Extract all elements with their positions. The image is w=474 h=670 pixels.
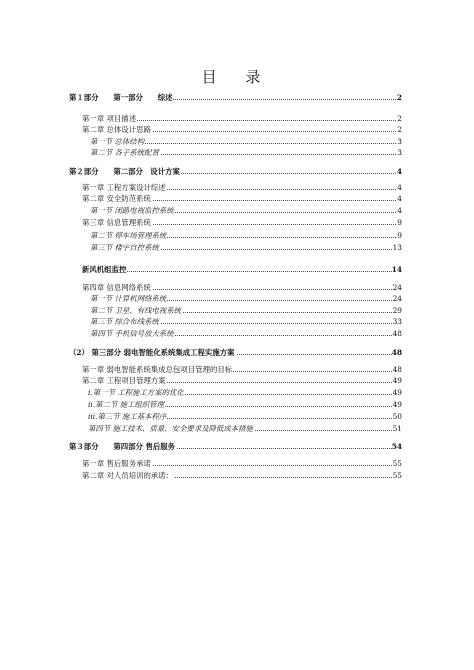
toc-entry[interactable] xyxy=(0,230,474,242)
toc-entry-page-number: 9 xyxy=(397,218,402,227)
toc-entry-label: 第三节 楼宇自控系统 xyxy=(90,243,159,252)
toc-entry[interactable] xyxy=(0,316,474,328)
toc-entry-page-number: 24 xyxy=(392,294,402,303)
toc-entry-page-number: 4 xyxy=(396,167,402,176)
toc-entry-page-number: 48 xyxy=(391,348,402,357)
toc-entry[interactable] xyxy=(0,470,474,482)
toc-entry-label: 新风机组监控 xyxy=(82,265,127,274)
toc-entry-label: 第一章 弱电智能系统集成总包项目管理的目标 xyxy=(82,365,233,374)
toc-entry-label: 第二节 卫星、有线电视系统 xyxy=(90,306,182,315)
toc-leader-dots xyxy=(82,271,400,272)
toc-entry-label: 第二节 各子系统配置 xyxy=(90,148,159,157)
toc-entry[interactable] xyxy=(0,124,474,136)
toc-entry[interactable] xyxy=(0,205,474,217)
toc-entry-page-number: 9 xyxy=(397,231,402,240)
toc-entry[interactable] xyxy=(0,217,474,229)
toc-entry-page-number: 2 xyxy=(397,125,402,134)
toc-entry-label: 第二章 工程项目管理方案 xyxy=(82,376,166,385)
toc-entry-label: 第二章 总体设计思路 xyxy=(82,125,151,134)
toc-entry[interactable] xyxy=(0,242,474,254)
toc-entry[interactable] xyxy=(0,347,474,359)
toc-entry-page-number: 49 xyxy=(392,388,402,397)
toc-entry[interactable] xyxy=(0,387,474,399)
toc-entry-label: i.第一节 工程施工方案的优化 xyxy=(88,388,184,397)
toc-entry-page-number: 51 xyxy=(392,424,402,433)
toc-entry[interactable] xyxy=(0,411,474,423)
toc-entry-label: 第一章 工程方案设计综述 xyxy=(82,183,166,192)
toc-entry[interactable] xyxy=(0,375,474,387)
toc-entry-page-number: 29 xyxy=(392,306,402,315)
toc-entry[interactable] xyxy=(0,166,474,178)
toc-entry-label: 第四章 信息网络系统 xyxy=(82,283,151,292)
toc-entry-label: iii.第三节 施工基本程序 xyxy=(88,412,167,421)
toc-entry-label: 第３部分 第四部分 售后服务 xyxy=(69,442,176,451)
toc-entry-label: 第三章 信息管理系统 xyxy=(82,218,151,227)
toc-entry-label: 第一节 总体结构 xyxy=(90,137,145,146)
toc-entry-page-number: 50 xyxy=(392,412,402,421)
toc-entry-label: 第２部分 第二部分 设计方案 xyxy=(69,167,180,176)
toc-entry-page-number: 54 xyxy=(391,442,402,451)
toc-entry[interactable] xyxy=(0,92,474,104)
toc-entry-page-number: 3 xyxy=(397,148,402,157)
toc-entry-page-number: 4 xyxy=(397,206,402,215)
toc-entry[interactable] xyxy=(0,441,474,453)
toc-entry-label: 第三节 综合布线系统 xyxy=(90,317,159,326)
toc-entry-label: 第四节 施工技术、质量、安全要求及降低成本措施 xyxy=(88,424,253,433)
toc-entry-page-number: 3 xyxy=(397,137,402,146)
toc-entry-page-number: 33 xyxy=(392,317,402,326)
toc-entry-label: 第四节 手机信号放大系统 xyxy=(90,329,174,338)
toc-entry-label: 第一节 计算机网络系统 xyxy=(90,294,167,303)
toc-entry-page-number: 24 xyxy=(392,283,402,292)
toc-entry-page-number: 2 xyxy=(397,114,402,123)
toc-entry-page-number: 4 xyxy=(397,194,402,203)
toc-entry-page-number: 14 xyxy=(391,265,402,274)
toc-entry-page-number: 49 xyxy=(392,400,402,409)
toc-entry-page-number: 55 xyxy=(392,471,402,480)
toc-entry[interactable] xyxy=(0,147,474,159)
toc-entry[interactable] xyxy=(0,193,474,205)
toc-entry-label: 第一节 闭路电视监控系统 xyxy=(90,206,174,215)
toc-entry-label: 第一章 项目描述 xyxy=(82,114,137,123)
toc-entry-page-number: 4 xyxy=(397,183,402,192)
toc-entry-label: 第二章 对人员培训的承诺： xyxy=(82,471,174,480)
toc-entry-label: 第二章 安全防范系统 xyxy=(82,194,151,203)
toc-entry[interactable] xyxy=(0,458,474,470)
toc-entry[interactable] xyxy=(0,293,474,305)
toc-entry[interactable] xyxy=(0,328,474,340)
toc-entry[interactable] xyxy=(0,399,474,411)
toc-entry-page-number: 55 xyxy=(392,459,402,468)
toc-entry-page-number: 49 xyxy=(392,376,402,385)
toc-entry-label: 第二节 停车场管理系统 xyxy=(90,231,167,240)
toc-entry-label: 第一章 售后服务承诺 xyxy=(82,459,151,468)
toc-entry-page-number: 48 xyxy=(392,329,402,338)
toc-entry-label: （2） 第三部分 弱电智能化系统集成工程实施方案 xyxy=(69,348,235,357)
toc-entry[interactable] xyxy=(0,264,474,276)
toc-entry[interactable] xyxy=(0,423,474,435)
toc-entry-label: 第１部分 第一部分 综述 xyxy=(69,93,173,102)
toc-entry-page-number: 2 xyxy=(396,93,402,102)
toc-title: 目 录 xyxy=(201,68,273,86)
toc-entry-page-number: 13 xyxy=(392,243,402,252)
toc-entry-label: ii.第二节 施工组织管理 xyxy=(88,400,164,409)
toc-entry-page-number: 48 xyxy=(392,365,402,374)
